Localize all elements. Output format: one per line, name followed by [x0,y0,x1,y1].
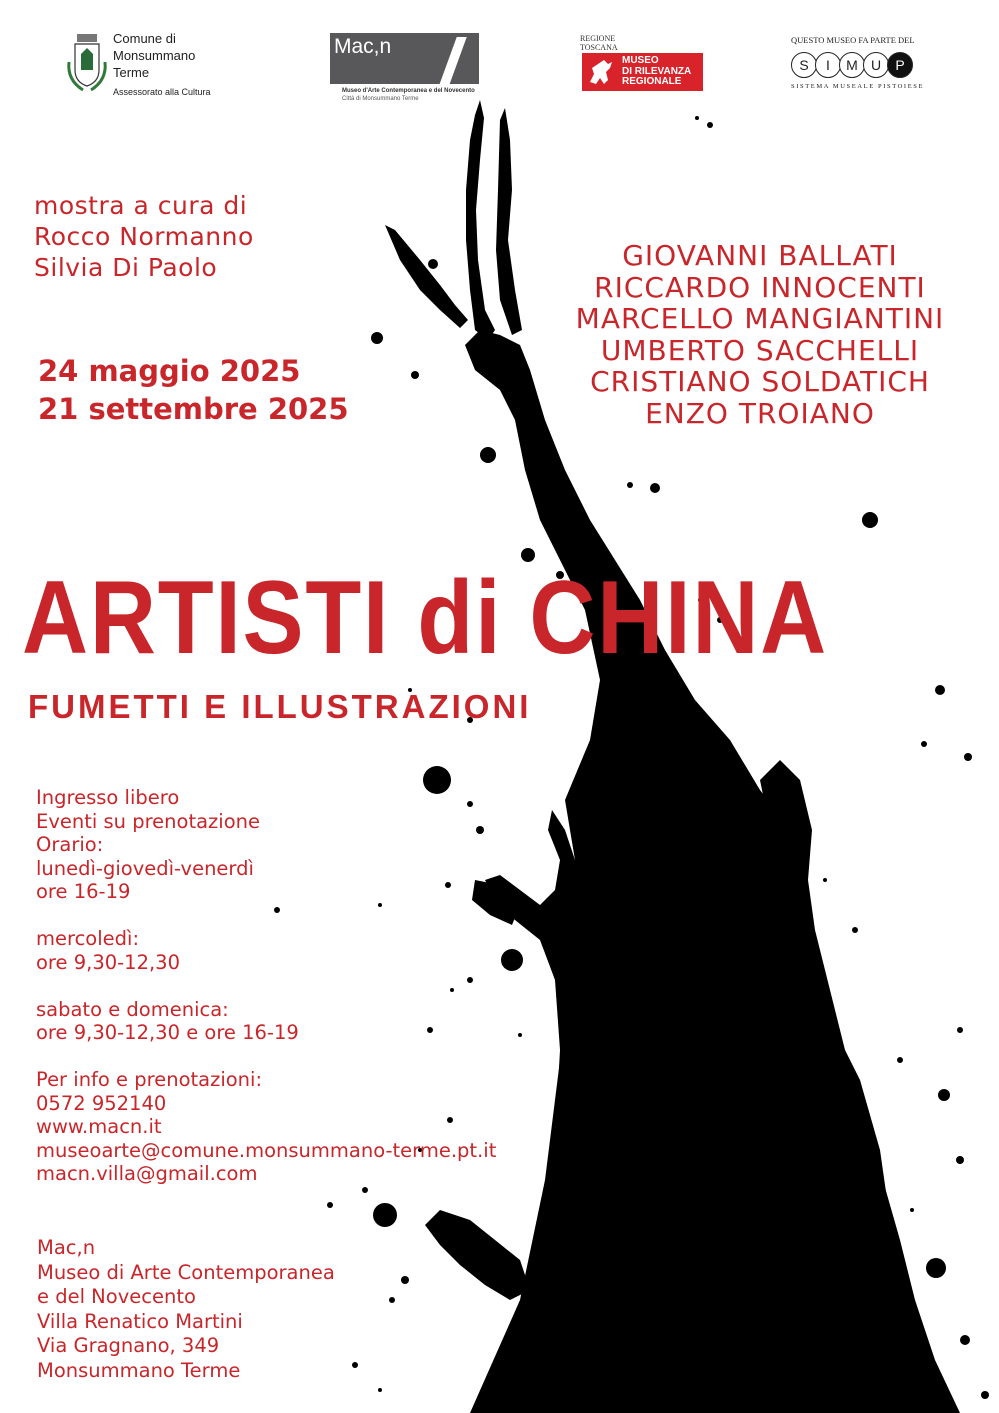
regione-toscana-logo [580,34,705,94]
hours-days: mercoledì: [36,927,140,950]
museo-badge-line2: DI RILEVANZA [622,65,692,77]
simup-letter: S [791,52,817,78]
address-line: Via Gragnano, 349 [37,1334,220,1357]
artist-name: UMBERTO SACCHELLI [600,333,920,367]
simup-letter: U [863,52,889,78]
curators-block [34,190,254,283]
museum-address [37,1236,335,1383]
curator-name: Rocco Normanno [34,222,254,251]
artist-name: MARCELLO MANGIANTINI [575,302,945,335]
comune-line2: Monsummano [113,48,196,63]
exhibition-title: ARTISTI di CHINA [22,560,829,676]
macn-logo-line1: Museo d'Arte Contemporanea e del Novecento [342,88,475,94]
museo-rilevanza-badge [582,53,703,91]
hours-time: ore 9,30-12,30 [36,950,180,974]
hours-time: ore 16-19 [36,880,131,903]
address-line: Museo di Arte Contemporanea [37,1260,335,1284]
hours-heading: Orario: [36,833,104,856]
website-link[interactable]: www.macn.it [36,1115,162,1138]
macn-logo-line2: Città di Monsummano Terme [342,96,419,102]
museo-badge-line1: MUSEO [622,55,659,66]
exhibition-subtitle: FUMETTI E ILLUSTRAZIONI [28,688,532,725]
simup-logo [788,35,933,95]
macn-logo [330,33,490,108]
exhibition-dates [38,352,349,428]
address-line: Mac,n [37,1236,96,1259]
email-link[interactable]: macn.villa@gmail.com [36,1162,258,1185]
comune-logo [65,30,235,100]
artist-name: CRISTIANO SOLDATICH [590,365,930,398]
curators-intro: mostra a cura di [34,191,248,220]
simup-letters [791,52,911,78]
simup-letter: I [815,52,841,78]
comune-line1: Comune di [113,31,176,46]
macn-logo-name: Mac,n [334,35,392,58]
comune-subtitle: Assessorato alla Cultura [113,87,211,97]
regione-label-1: REGIONE [580,34,616,43]
admission-text: Ingresso libero [36,786,180,809]
address-line: e del Novecento [37,1285,196,1308]
start-date: 24 maggio 2025 [38,354,301,388]
artist-name: ENZO TROIANO [645,396,875,430]
simup-letter: P [887,52,913,78]
simup-top-text: QUESTO MUSEO FA PARTE DEL [791,35,915,45]
macn-logo-box [330,33,479,84]
simup-letter: M [839,52,865,78]
simup-bottom-text: SISTEMA MUSEALE PISTOIESE [791,83,925,90]
hours-days: lunedì-giovedì-venerdì [36,856,254,880]
phone-number[interactable]: 0572 952140 [36,1091,167,1115]
regione-label-2: TOSCANA [580,43,618,52]
curator-name: Silvia Di Paolo [34,253,218,282]
artists-list [540,240,980,429]
comune-crest-icon [65,32,109,94]
artist-name: RICCARDO INNOCENTI [594,270,926,304]
hours-days: sabato e domenica: [36,997,229,1021]
address-line: Monsummano Terme [37,1358,241,1382]
pegasus-icon [586,56,616,88]
comune-line3: Terme [113,65,150,80]
macn-slash-icon [439,37,466,85]
email-link[interactable]: museoarte@comune.monsummano-terme.pt.it [36,1138,497,1162]
address-line: Villa Renatico Martini [37,1309,243,1333]
hours-time: ore 9,30-12,30 e ore 16-19 [36,1021,299,1044]
end-date: 21 settembre 2025 [38,392,349,426]
events-text: Eventi su prenotazione [36,809,260,833]
museo-badge-line3: REGIONALE [622,76,682,87]
contact-heading: Per info e prenotazioni: [36,1068,263,1091]
visitor-info [36,786,496,1186]
artist-name: GIOVANNI BALLATI [622,239,898,272]
